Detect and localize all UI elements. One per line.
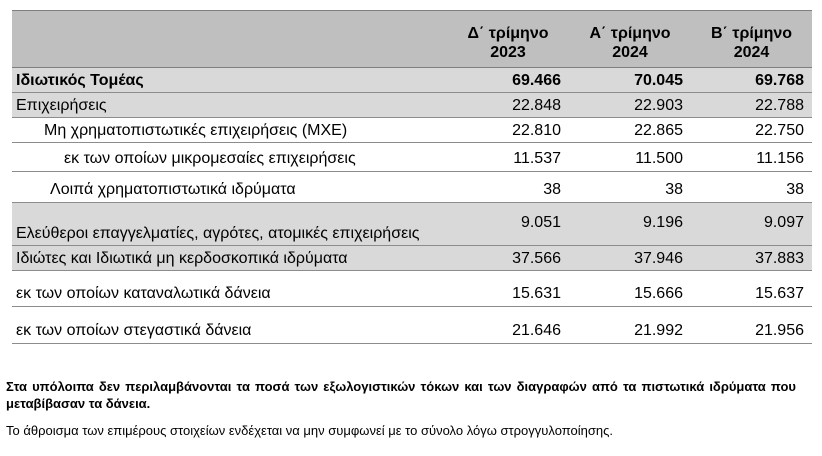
row-label: Ελεύθεροι επαγγελματίες, αγρότες, ατομικές επιχειρήσεις (12, 203, 447, 246)
table-row-self-employed (12, 203, 812, 246)
row-value: 15.666 (569, 271, 691, 307)
row-label: εκ των οποίων μικρομεσαίες επιχειρήσεις (12, 143, 447, 172)
row-value: 37.883 (691, 246, 812, 271)
table-row-businesses (12, 93, 812, 118)
column-header-line2: 2024 (612, 44, 648, 61)
table-row-other-financial-institutions (12, 172, 812, 203)
table-row-consumer-loans (12, 271, 812, 307)
row-label: εκ των οποίων στεγαστικά δάνεια (12, 307, 447, 344)
row-value: 11.500 (569, 143, 691, 172)
column-header-q2-2024 (691, 11, 812, 68)
row-value: 22.788 (691, 93, 812, 118)
table-row-smes (12, 143, 812, 172)
row-label: Επιχειρήσεις (12, 93, 447, 118)
row-value: 21.646 (447, 307, 569, 344)
table-row-private-sector (12, 68, 812, 93)
row-value: 37.946 (569, 246, 691, 271)
row-value: 21.956 (691, 307, 812, 344)
footnote-exclusions: Στα υπόλοιπα δεν περιλαμβάνονται τα ποσά των εξωλογιστικών τόκων και των διαγραφών από τα πιστωτικά ιδρύματα που μεταβίβασαν τα δάνεια. (6, 379, 796, 411)
row-value: 15.637 (691, 271, 812, 307)
footnote-rounding: Το άθροισμα των επιμέρους στοιχείων ενδέχεται να μην συμφωνεί με το σύνολο λόγω στρογγυλοποίησης. (6, 423, 614, 438)
row-value: 15.631 (447, 271, 569, 307)
table-row-non-financial-corporations (12, 118, 812, 143)
row-value: 9.051 (447, 203, 569, 246)
row-label: εκ των οποίων καταναλωτικά δάνεια (12, 271, 447, 307)
column-header-q1-2024 (569, 11, 691, 68)
header-label-cell (12, 11, 447, 68)
row-value: 69.466 (447, 68, 569, 93)
row-value: 38 (691, 172, 812, 203)
row-label: Λοιπά χρηματοπιστωτικά ιδρύματα (12, 172, 447, 203)
row-value: 22.865 (569, 118, 691, 143)
row-label: Ιδιωτικός Τομέας (12, 68, 447, 93)
row-value: 9.196 (569, 203, 691, 246)
row-value: 11.537 (447, 143, 569, 172)
row-value: 9.097 (691, 203, 812, 246)
column-header-line1: Δ΄ τρίμηνο (467, 25, 549, 42)
column-header-line1: Β΄ τρίμηνο (710, 25, 793, 42)
column-header-line2: 2024 (733, 44, 770, 61)
row-value: 21.992 (569, 307, 691, 344)
loans-table-container (12, 10, 812, 344)
row-label: Μη χρηματοπιστωτικές επιχειρήσεις (ΜΧΕ) (12, 118, 447, 143)
row-value: 38 (569, 172, 691, 203)
row-value: 22.848 (447, 93, 569, 118)
row-value: 70.045 (569, 68, 691, 93)
row-value: 37.566 (447, 246, 569, 271)
row-value: 38 (447, 172, 569, 203)
table-row-households (12, 246, 812, 271)
loans-table (12, 10, 812, 344)
row-value: 22.750 (691, 118, 812, 143)
column-header-line2: 2023 (490, 44, 526, 61)
column-header-q4-2023 (447, 11, 569, 68)
column-header-line1: Α΄ τρίμηνο (589, 25, 671, 42)
footnotes (6, 378, 796, 439)
row-value: 69.768 (691, 68, 812, 93)
row-value: 22.810 (447, 118, 569, 143)
row-value: 11.156 (691, 143, 812, 172)
row-label: Ιδιώτες και Ιδιωτικά μη κερδοσκοπικά ιδρύματα (12, 246, 447, 271)
table-header-row (12, 11, 812, 68)
row-value: 22.903 (569, 93, 691, 118)
table-row-housing-loans (12, 307, 812, 344)
